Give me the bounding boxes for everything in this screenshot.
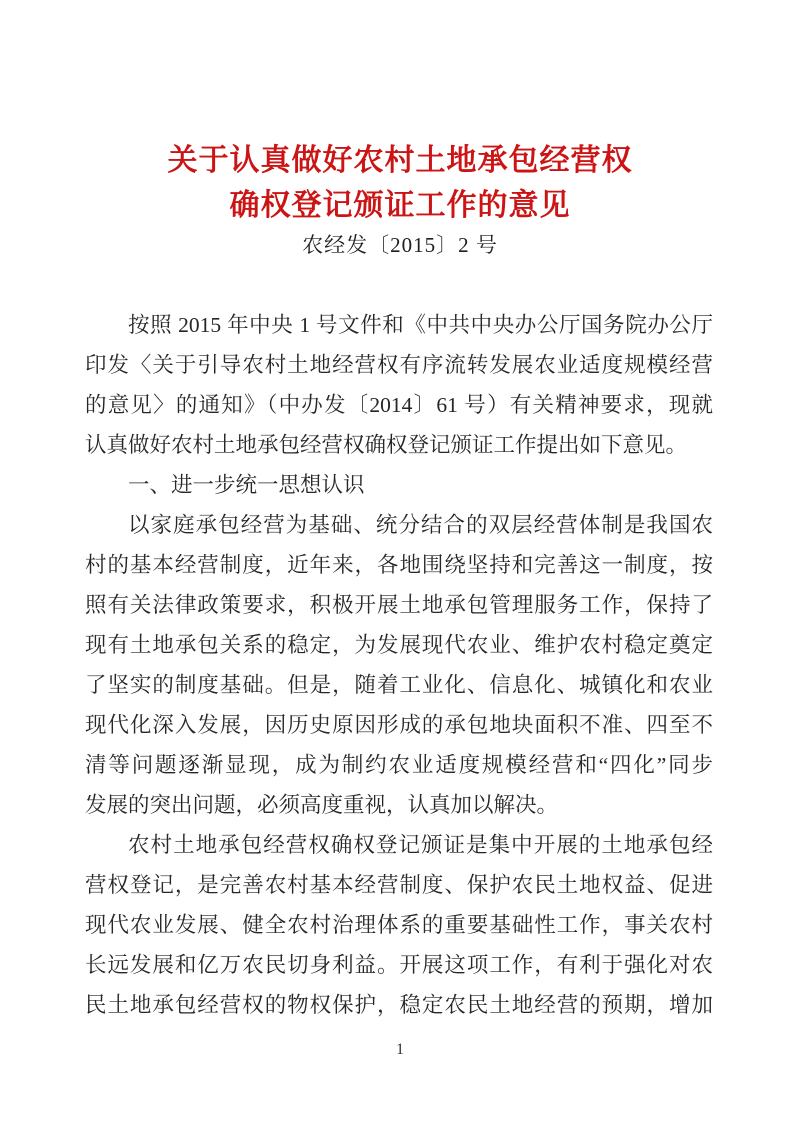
body-line: 现有土地承包关系的稳定，为发展现代农业、维护农村稳定奠定 — [85, 633, 713, 657]
body-line: 以家庭承包经营为基础、统分结合的双层经营体制是我国农 — [128, 513, 713, 537]
document-number: 农经发〔2015〕2 号 — [302, 233, 498, 257]
body-line: 按照 2015 年中央 1 号文件和《中共中央办公厅国务院办公厅 — [128, 313, 713, 337]
body-line: 民土地承包经营权的物权保护，稳定农民土地经营的预期，增加 — [85, 993, 713, 1017]
body-line: 清等问题逐渐显现，成为制约农业适度规模经营和“四化”同步 — [85, 753, 713, 777]
document-body — [85, 305, 713, 1025]
body-line: 长远发展和亿万农民切身利益。开展这项工作，有利于强化对农 — [85, 953, 713, 977]
body-line: 现代农业发展、健全农村治理体系的重要基础性工作，事关农村 — [85, 913, 713, 937]
page-number: 1 — [396, 1041, 404, 1058]
body-line: 营权登记，是完善农村基本经营制度、保护农民土地权益、促进 — [85, 873, 713, 897]
document-title-line-2: 确权登记颁证工作的意见 — [229, 189, 571, 222]
document-title — [0, 138, 800, 228]
body-line: 照有关法律政策要求，积极开展土地承包管理服务工作，保持了 — [85, 593, 713, 617]
body-line: 了坚实的制度基础。但是，随着工业化、信息化、城镇化和农业 — [85, 673, 713, 697]
body-line: 发展的突出问题，必须高度重视，认真加以解决。 — [85, 793, 559, 817]
body-line: 印发〈关于引导农村土地经营权有序流转发展农业适度规模经营 — [85, 353, 713, 377]
body-line: 的意见〉的通知》（中办发〔2014〕61 号）有关精神要求，现就 — [85, 393, 713, 417]
body-line: 农村土地承包经营权确权登记颁证是集中开展的土地承包经 — [128, 833, 713, 857]
section-heading-line: 一、进一步统一思想认识 — [128, 473, 365, 497]
body-line: 认真做好农村土地承包经营权确权登记颁证工作提出如下意见。 — [85, 433, 688, 457]
body-line: 现代化深入发展，因历史原因形成的承包地块面积不准、四至不 — [85, 713, 713, 737]
body-line: 村的基本经营制度，近年来，各地围绕坚持和完善这一制度，按 — [85, 553, 713, 577]
document-title-line-1: 关于认真做好农村土地承包经营权 — [167, 144, 633, 177]
